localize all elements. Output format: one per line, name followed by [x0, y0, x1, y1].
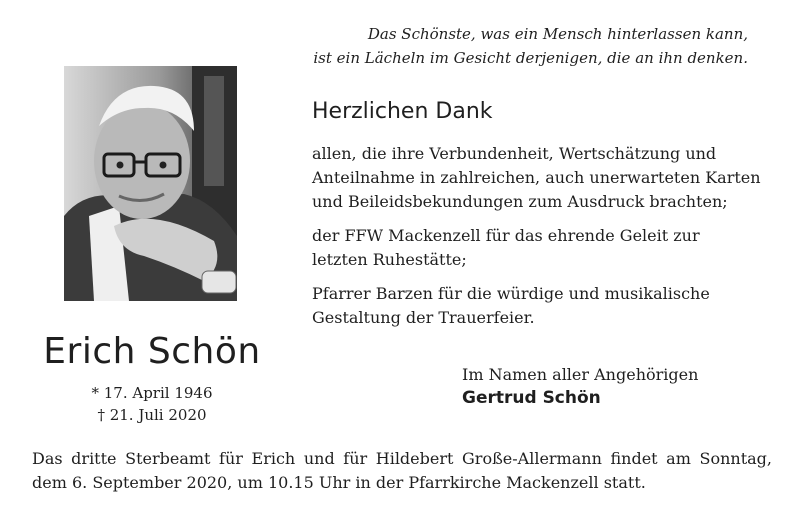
portrait-photo	[64, 66, 237, 301]
thanks-paragraph-ffw	[312, 224, 762, 272]
notice-line-1: Das dritte Sterbeamt für Erich und für Hildebert Große-Allermann findet am Sonntag,	[32, 449, 772, 468]
thanks-paragraph-condolences	[312, 142, 762, 214]
thanks-heading: Herzlichen Dank	[312, 99, 493, 124]
requiem-notice	[32, 447, 772, 495]
deceased-name: Erich Schön	[43, 331, 261, 372]
life-dates	[20, 382, 284, 426]
signature-line: Im Namen aller Angehörigen	[462, 365, 699, 384]
thanks-paragraph-priest	[312, 282, 762, 330]
notice-line-2: dem 6. September 2020, um 10.15 Uhr in der Pfarrkirche Mackenzell statt.	[32, 473, 646, 492]
paragraph-line: Pfarrer Barzen für die würdige und musikalische	[312, 284, 710, 303]
death-date: † 21. Juli 2020	[97, 406, 207, 424]
motto-line-2: ist ein Lächeln im Gesicht derjenigen, die an ihn denken.	[313, 49, 748, 67]
paragraph-line: allen, die ihre Verbundenheit, Wertschätzung und	[312, 144, 717, 163]
paragraph-line: Anteilnahme in zahlreichen, auch unerwarteten Karten	[312, 168, 761, 187]
motto-line-1: Das Schönste, was ein Mensch hinterlassen kann,	[367, 25, 748, 43]
signature-name: Gertrud Schön	[462, 388, 601, 408]
portrait-illustration	[64, 66, 237, 301]
paragraph-line: letzten Ruhestätte;	[312, 250, 467, 269]
motto-quote	[228, 22, 748, 70]
paragraph-line: und Beileidsbekundungen zum Ausdruck brachten;	[312, 192, 728, 211]
birth-date: * 17. April 1946	[91, 384, 213, 402]
paragraph-line: der FFW Mackenzell für das ehrende Geleit zur	[312, 226, 700, 245]
paragraph-line: Gestaltung der Trauerfeier.	[312, 308, 535, 327]
